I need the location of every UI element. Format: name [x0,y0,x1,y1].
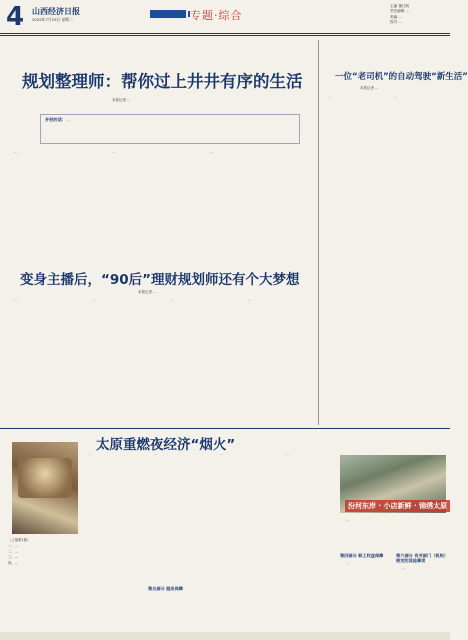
byline: 本报记者 ... [360,86,379,90]
byline: 本报记者 ... [138,290,157,294]
section-ribbon [150,10,186,18]
body-text: ... [402,565,406,570]
article1-column-1 [8,150,102,258]
body-text: ... [88,452,92,456]
article2-column-2 [388,95,448,425]
list-item: （上接第1版） [8,538,31,542]
body-text: ... [14,150,18,154]
page-number: 4 [6,2,25,32]
body-text: ... [346,518,350,522]
notice-column-2 [396,552,446,630]
article1-column-3 [204,150,312,258]
subhead: 第五部分 服务保障 [148,586,183,591]
list-item: 三、... [8,555,19,560]
editor-line: 美编 ... [390,14,402,19]
headline-organizer: 规划整理师：帮你过上井井有序的生活 [22,72,303,91]
body-text: ... [248,298,252,302]
list-item: 四、... [8,561,19,566]
notice-column-1 [340,552,392,630]
section-title: 专题·综合 [190,9,243,22]
sidebar-list [8,538,78,567]
body-text: ... [328,95,332,99]
article3-column-4 [242,298,314,424]
headline-autodriving: 一位“老司机”的自动驾驶“新生活” [335,72,468,82]
masthead-rule-thin [0,35,450,36]
paper-name: 山西经济日报 [32,7,80,16]
caption-text [340,518,446,548]
subhead: 第六部分 有关部门（机构）规定的其他事项 [396,553,446,563]
article3-column-2 [86,298,160,424]
article1-column-2 [106,150,200,258]
subhead-block [148,585,210,597]
body-text: ... [112,150,116,154]
intro-label: 开栏的话： [45,117,66,122]
article4-column-3 [214,452,276,632]
body-text: ... [92,298,96,302]
column-divider [318,40,319,425]
article2-column-1 [322,95,384,425]
byline: 本报记者 ... [112,98,131,102]
editor-line: 责任编辑 ... [390,9,409,14]
headline-night-economy: 太原重燃夜经济“烟火” [96,437,236,453]
body-text: ... [394,95,398,99]
body-text: ... [154,452,158,456]
body-text: ... [170,298,174,302]
subhead: 第四部分 职工权益保障 [340,553,384,558]
issue-date: 2025年7月29日 星期二 [32,17,73,22]
page-footer [0,632,450,640]
list-item: 一、... [8,543,19,548]
body-text: ... [14,298,18,302]
masthead-rule [0,33,450,34]
headline-livestream: 变身主播后，“90后”理财规划师还有个大梦想 [20,272,300,288]
article3-column-3 [164,298,238,424]
editor-credits [390,4,448,26]
editor-line: 主编 董江帆 [390,4,410,8]
article3-column-1 [8,298,82,424]
food-stall-photo [18,458,72,498]
article4-column-1 [82,452,144,632]
body-text: ... [286,452,290,456]
list-item: 二、... [8,549,19,554]
article4-column-4 [280,452,336,632]
intro-text: ... [66,118,71,122]
editor-line: 校对 ... [390,20,402,25]
body-text: ... [220,452,224,456]
section-rule [0,428,450,429]
body-text: ... [210,150,214,154]
intro-box [40,114,300,144]
body-text: ... [346,560,350,565]
article4-column-2 [148,452,210,632]
photo-caption: 汾河东岸 · 小店新鲜 · 锦绣太原 [345,500,450,512]
